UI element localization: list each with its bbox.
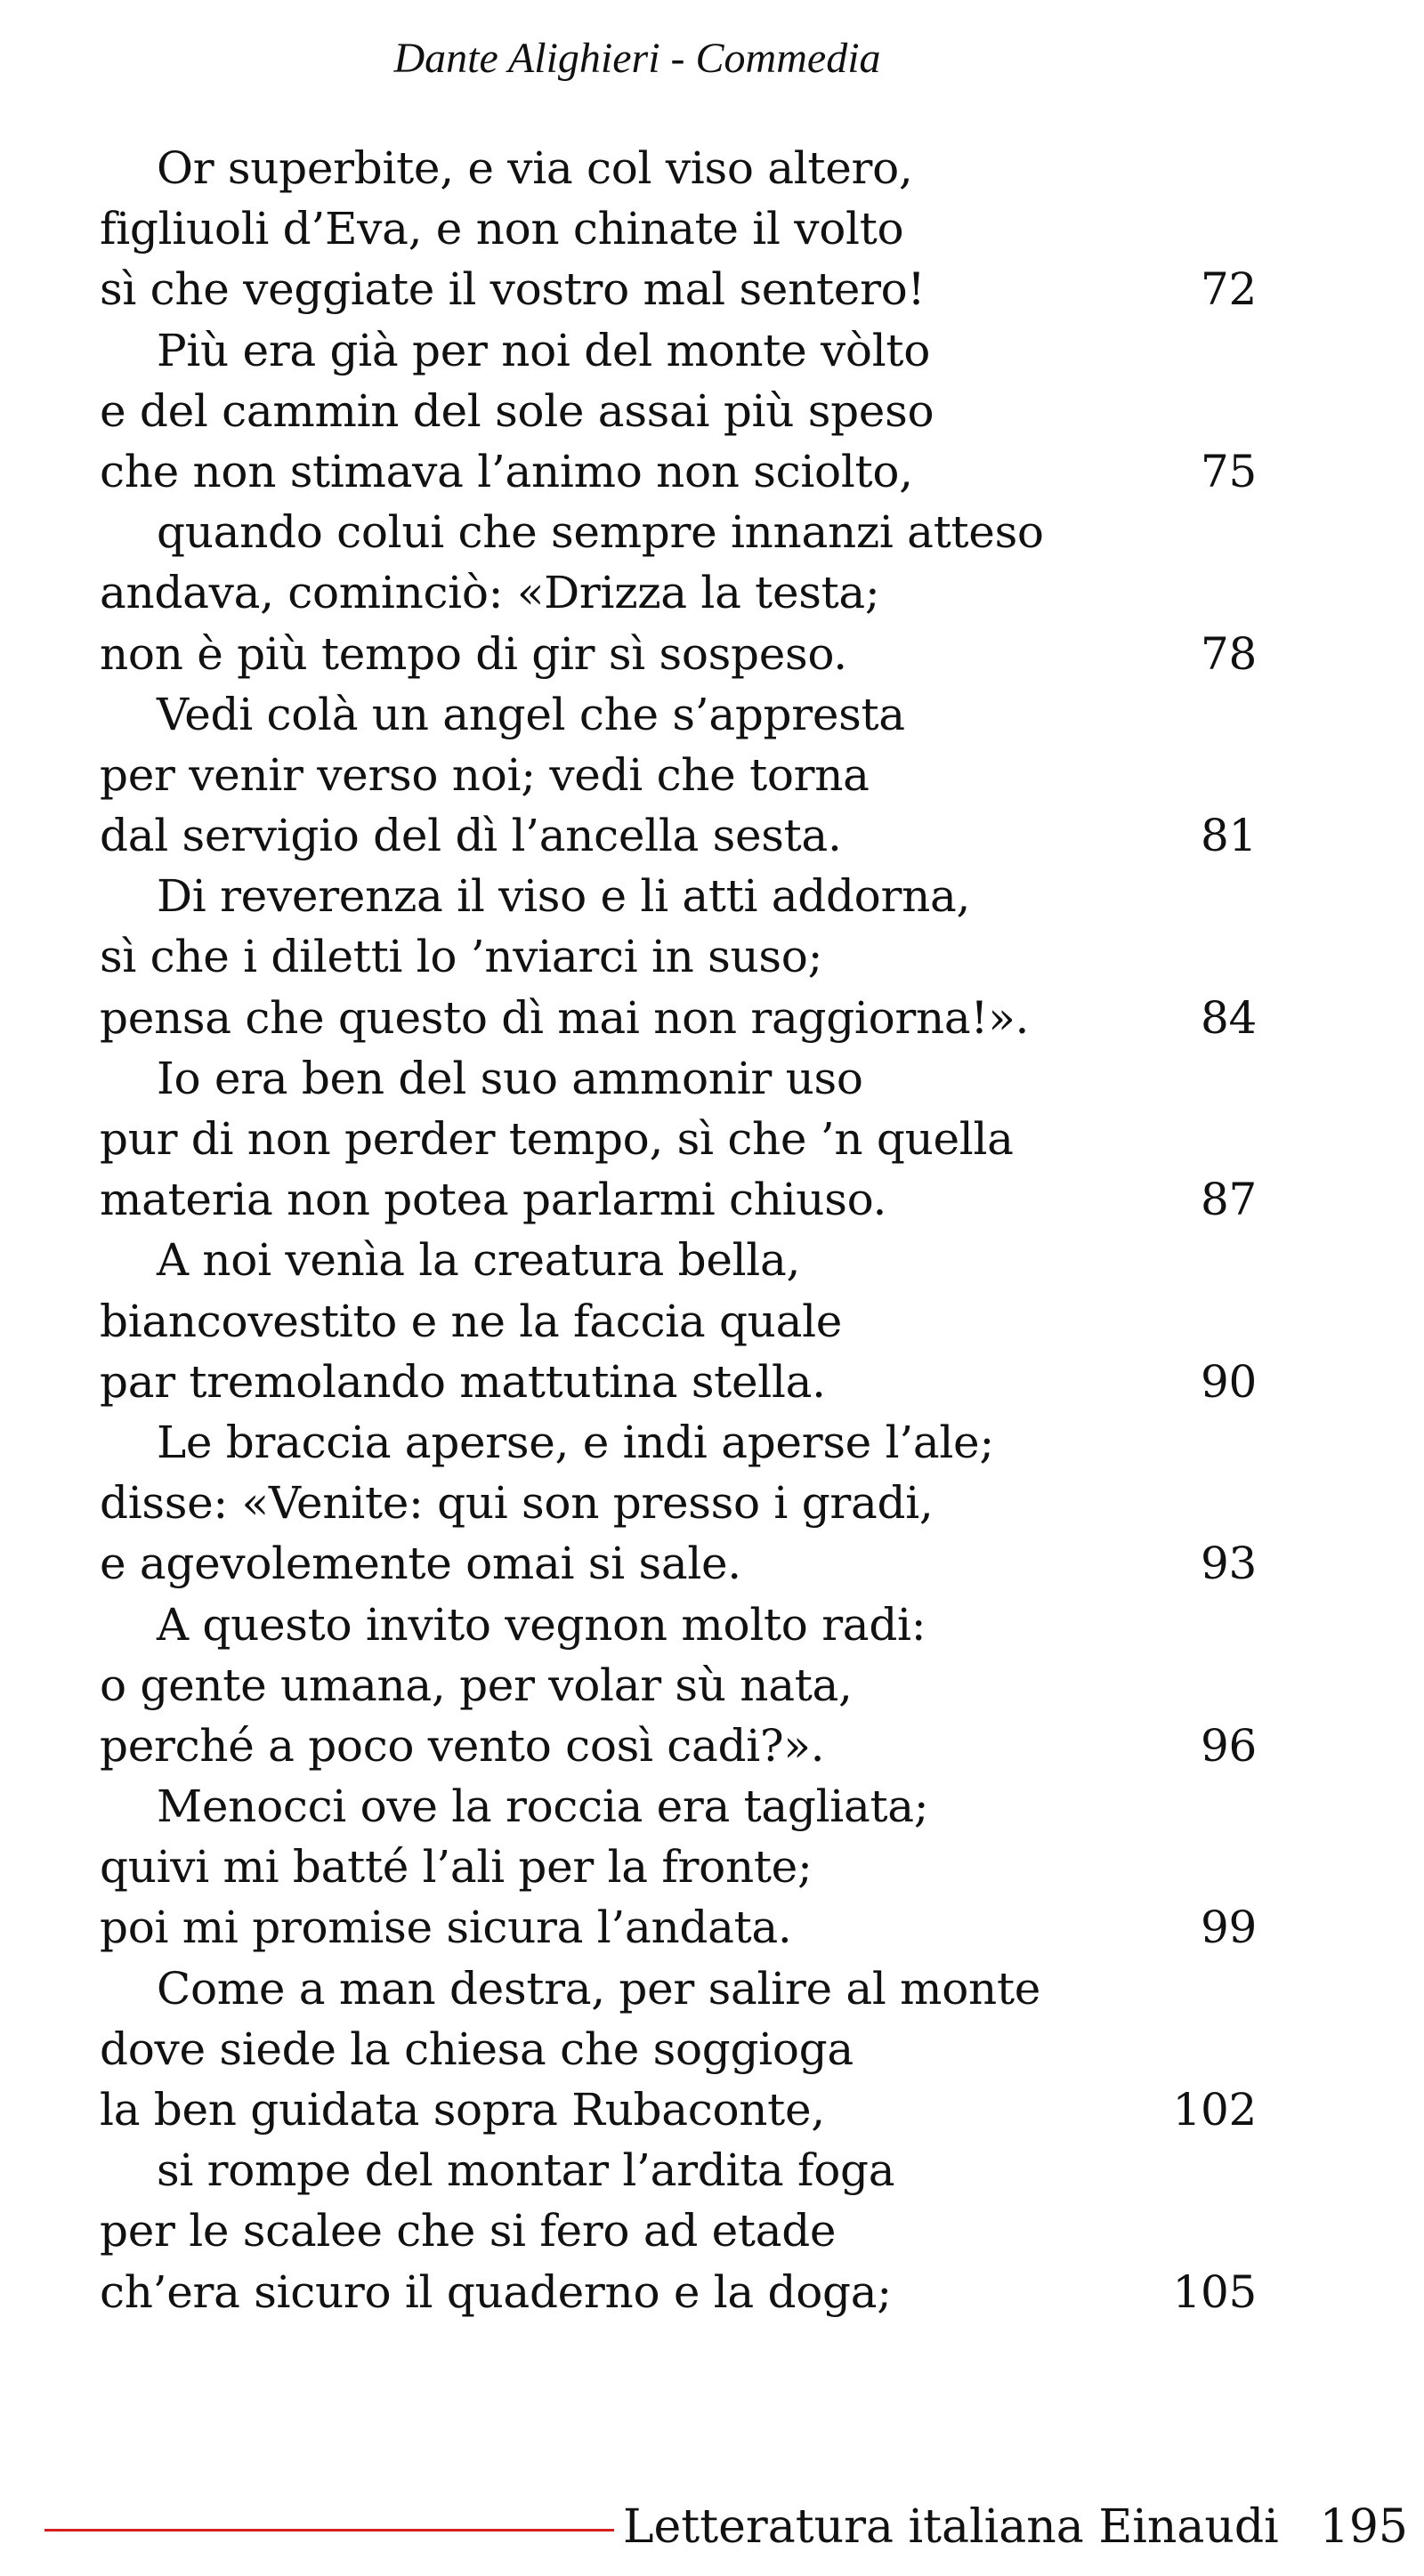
verse-text: A noi venìa la creatura bella, bbox=[157, 1234, 801, 1287]
tercet bbox=[100, 1776, 1257, 1958]
verse-text: poi mi promise sicura l’andata. bbox=[100, 1902, 792, 1954]
verse-number: 90 bbox=[1200, 1355, 1257, 1408]
verse-text: Or superbite, e via col viso altero, bbox=[157, 142, 913, 194]
verse-line bbox=[100, 988, 1257, 1048]
verse-line bbox=[100, 1412, 1257, 1473]
verse-text: Di reverenza il viso e li atti addorna, bbox=[157, 870, 971, 923]
verse-line bbox=[100, 320, 1257, 381]
verse-text: pur di non perder tempo, sì che ’n quella bbox=[100, 1113, 1014, 1165]
verse-text: figliuoli d’Eva, e non chinate il volto bbox=[100, 203, 904, 255]
verse-text: A questo invito vegnon molto radi: bbox=[157, 1598, 926, 1651]
verse-number: 99 bbox=[1200, 1902, 1257, 1954]
tercet bbox=[100, 684, 1257, 867]
verse-text: Le braccia aperse, e indi aperse l’ale; bbox=[157, 1416, 994, 1468]
verse-text: e agevolemente omai si sale. bbox=[100, 1538, 741, 1590]
verse-number: 81 bbox=[1200, 810, 1257, 862]
verse-line bbox=[100, 866, 1257, 926]
verse-line bbox=[100, 805, 1257, 866]
verse-text: per venir verso noi; vedi che torna bbox=[100, 748, 870, 801]
verse-line bbox=[100, 745, 1257, 805]
verse-text: disse: «Venite: qui son presso i gradi, bbox=[100, 1477, 934, 1530]
poem-text bbox=[100, 138, 1257, 2322]
verse-text: sì che i diletti lo ’nviarci in suso; bbox=[100, 931, 823, 983]
tercet bbox=[100, 138, 1257, 320]
verse-text: ch’era sicuro il quaderno e la doga; bbox=[100, 2265, 892, 2318]
verse-line bbox=[100, 926, 1257, 987]
verse-number: 96 bbox=[1200, 1719, 1257, 1772]
verse-text: Menocci ove la roccia era tagliata; bbox=[157, 1781, 929, 1833]
verse-number: 102 bbox=[1172, 2084, 1257, 2136]
verse-number: 78 bbox=[1200, 627, 1257, 680]
page-number: 195 bbox=[1319, 2500, 1408, 2554]
verse-number: 87 bbox=[1200, 1174, 1257, 1226]
verse-text: non è più tempo di gir sì sospeso. bbox=[100, 627, 847, 680]
verse-line bbox=[100, 1230, 1257, 1290]
verse-text: quivi mi batté l’ali per la fronte; bbox=[100, 1841, 813, 1894]
verse-text: dove siede la chiesa che soggioga bbox=[100, 2023, 854, 2075]
verse-line bbox=[100, 1837, 1257, 1897]
verse-line bbox=[100, 381, 1257, 441]
verse-line bbox=[100, 1109, 1257, 1169]
verse-text: andava, cominciò: «Drizza la testa; bbox=[100, 567, 880, 619]
footer-rule bbox=[44, 2529, 614, 2532]
tercet bbox=[100, 1958, 1257, 2141]
verse-line bbox=[100, 2140, 1257, 2201]
verse-text: sì che veggiate il vostro mal sentero! bbox=[100, 263, 926, 316]
verse-line bbox=[100, 198, 1257, 259]
verse-line bbox=[100, 1291, 1257, 1352]
verse-line bbox=[100, 624, 1257, 684]
verse-text: perché a poco vento così cadi?». bbox=[100, 1719, 825, 1772]
verse-text: Più era già per noi del monte vòlto bbox=[157, 324, 931, 376]
verse-text: quando colui che sempre innanzi atteso bbox=[157, 506, 1044, 559]
verse-number: 75 bbox=[1200, 445, 1257, 497]
running-title: Dante Alighieri - Commedia bbox=[393, 35, 881, 82]
verse-line bbox=[100, 1958, 1257, 2019]
verse-number: 105 bbox=[1172, 2265, 1257, 2318]
tercet bbox=[100, 2140, 1257, 2322]
verse-text: per le scalee che si fero ad etade bbox=[100, 2205, 837, 2257]
verse-line bbox=[100, 2262, 1257, 2322]
verse-number: 93 bbox=[1200, 1538, 1257, 1590]
verse-number: 72 bbox=[1200, 263, 1257, 316]
verse-text: pensa che questo dì mai non raggiorna!». bbox=[100, 991, 1030, 1044]
verse-line bbox=[100, 259, 1257, 319]
tercet bbox=[100, 866, 1257, 1048]
verse-line bbox=[100, 1716, 1257, 1776]
verse-line bbox=[100, 138, 1257, 198]
verse-text: materia non potea parlarmi chiuso. bbox=[100, 1174, 887, 1226]
verse-line bbox=[100, 1776, 1257, 1837]
verse-line bbox=[100, 1169, 1257, 1230]
tercet bbox=[100, 1048, 1257, 1231]
verse-text: Come a man destra, per salire al monte bbox=[157, 1962, 1041, 2015]
verse-line bbox=[100, 1473, 1257, 1533]
tercet bbox=[100, 1412, 1257, 1595]
verse-text: biancovestito e ne la faccia quale bbox=[100, 1295, 843, 1347]
verse-line bbox=[100, 562, 1257, 623]
verse-text: Vedi colà un angel che s’appresta bbox=[157, 688, 905, 740]
verse-line bbox=[100, 1595, 1257, 1655]
footer-publisher: Letteratura italiana Einaudi bbox=[623, 2500, 1279, 2554]
verse-number: 84 bbox=[1200, 991, 1257, 1044]
verse-text: Io era ben del suo ammonir uso bbox=[157, 1052, 863, 1104]
verse-line bbox=[100, 2079, 1257, 2140]
verse-text: o gente umana, per volar sù nata, bbox=[100, 1659, 853, 1711]
verse-line bbox=[100, 441, 1257, 502]
tercet bbox=[100, 320, 1257, 503]
verse-line bbox=[100, 1897, 1257, 1958]
verse-line bbox=[100, 1655, 1257, 1716]
verse-line bbox=[100, 2019, 1257, 2079]
verse-line bbox=[100, 1048, 1257, 1109]
verse-line bbox=[100, 502, 1257, 562]
tercet bbox=[100, 1230, 1257, 1412]
tercet bbox=[100, 502, 1257, 684]
verse-text: dal servigio del dì l’ancella sesta. bbox=[100, 810, 842, 862]
verse-text: par tremolando mattutina stella. bbox=[100, 1355, 826, 1408]
verse-text: si rompe del montar l’ardita foga bbox=[157, 2144, 895, 2197]
tercet bbox=[100, 1595, 1257, 1777]
verse-line bbox=[100, 1533, 1257, 1594]
verse-text: che non stimava l’animo non sciolto, bbox=[100, 445, 913, 497]
verse-line bbox=[100, 684, 1257, 745]
verse-text: e del cammin del sole assai più speso bbox=[100, 384, 934, 437]
verse-line bbox=[100, 1352, 1257, 1412]
verse-line bbox=[100, 2201, 1257, 2261]
verse-text: la ben guidata sopra Rubaconte, bbox=[100, 2084, 825, 2136]
